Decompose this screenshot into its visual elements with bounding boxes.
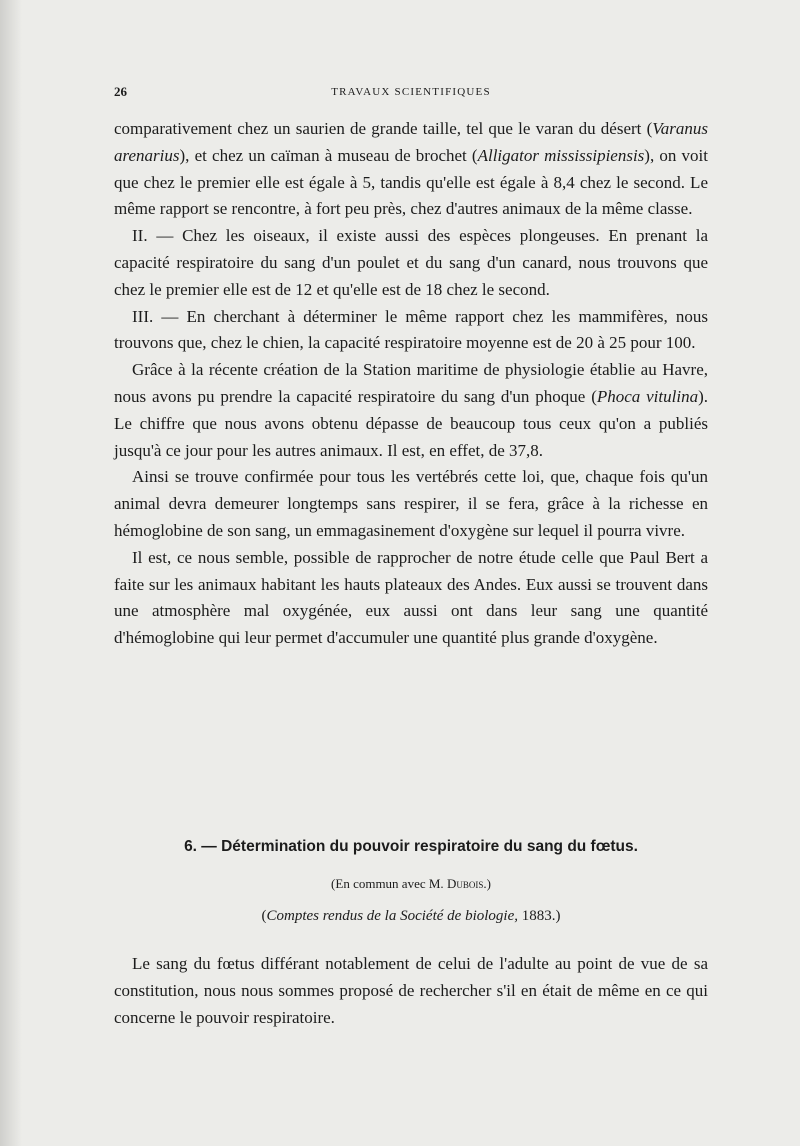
paragraph-4: Grâce à la récente création de la Station maritime de physiologie établie au Havre, nous avons pu prendre la capacité respiratoire du sang d'un phoque (Phoca vitulina). Le chiffre que nous avons obtenu dépasse de beaucoup tous ceux qu'on a publiés jusqu'à ce jour pour les autres animaux. Il est, en effet, de 37,8. xyxy=(114,360,709,460)
section-title: 6. — Détermination du pouvoir respiratoire du sang du fœtus. xyxy=(184,838,638,855)
paragraph-6: Il est, ce nous semble, possible de rapprocher de notre étude celle que Paul Bert a faite sur les animaux habitant les hauts plateaux des Andes. Eux aussi se trouvent dans une atmosphère mal oxygénée, eux aussi ont dans leur sang une quantité d'hémoglobine qui leur permet d'accumuler une quantité plus grande d'oxygène. xyxy=(114,547,708,648)
section-paragraph: Le sang du fœtus différant notablement de celui de l'adulte au point de vue de sa constitution, nous nous sommes proposé de rechercher s'il en était de même en ce qui concerne le pouvoir respiratoire. xyxy=(114,954,708,1027)
paragraph-1: comparativement chez un saurien de grande taille, tel que le varan du désert (Varanus arenarius), et chez un caïman à museau de brochet (Alligator mississipiensis), on voit que chez le premier elle est égale à 5, tandis qu'elle est égale à 8,4 chez le second. Le même rapport se rencontre, à fort peu près, chez d'autres animaux de la même classe. xyxy=(114,119,708,219)
section-6 xyxy=(114,838,708,1031)
species-name: Varanus arenarius xyxy=(114,119,708,165)
paragraph-2: II. — Chez les oiseaux, il existe aussi des espèces plongeuses. En prenant la capacité respiratoire du sang d'un poulet et du sang d'un canard, nous trouvons que chez le premier elle est de 12 et qu'elle est de 18 chez le second. xyxy=(114,226,708,299)
running-title: TRAVAUX SCIENTIFIQUES xyxy=(331,86,491,98)
page-edge-shadow xyxy=(0,0,22,1146)
body-text xyxy=(114,116,708,652)
page-header xyxy=(114,84,708,104)
collaborator-note: (En commun avec M. Dubois.) xyxy=(331,876,491,891)
paragraph-5: Ainsi se trouve confirmée pour tous les vertébrés cette loi, que, chaque fois qu'un animal devra demeurer longtemps sans respirer, il se fera, grâce à la richesse en hémoglobine de son sang, un emmagasinement d'oxygène sur lequel il pourra vivre. xyxy=(114,467,708,540)
paragraph-3: III. — En cherchant à déterminer le même rapport chez les mammifères, nous trouvons que, chez le chien, la capacité respiratoire moyenne est de 20 à 25 pour 100. xyxy=(114,306,708,353)
source-citation: (Comptes rendus de la Société de biologie, 1883.) xyxy=(261,908,561,924)
species-name: Alligator mississipiensis xyxy=(477,145,645,165)
journal-title: Comptes rendus de la Société de biologie, xyxy=(266,908,518,924)
page-number: 26 xyxy=(114,84,127,99)
species-name: Phoca vitulina xyxy=(596,386,699,406)
collaborator-name: Dubois xyxy=(446,876,484,891)
